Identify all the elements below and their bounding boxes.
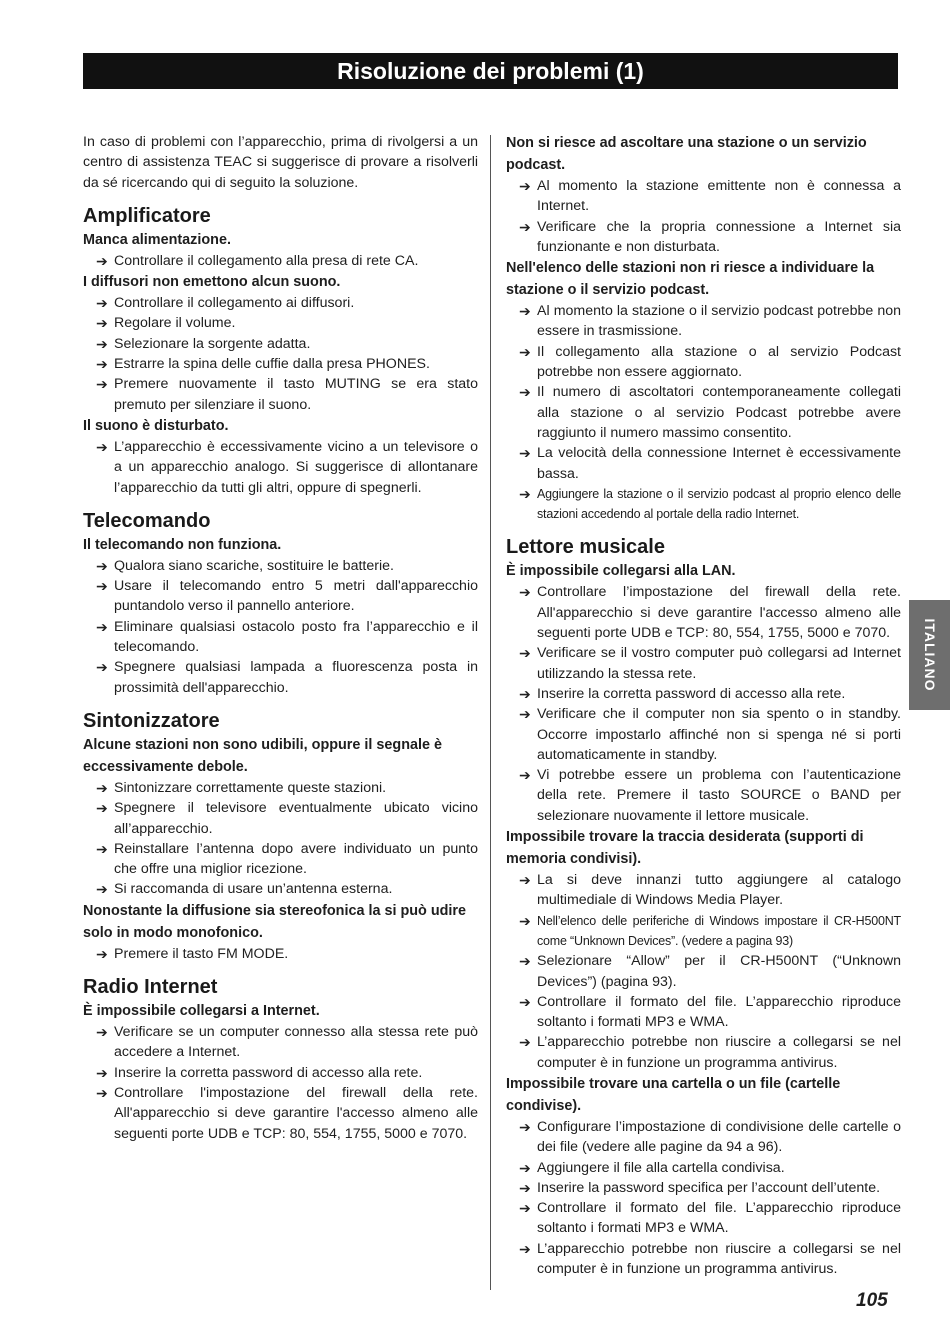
arrow-right-icon: ➔ — [519, 343, 531, 360]
solution-text: Qualora siano scariche, sostituire le batterie. — [114, 557, 394, 574]
solution-list — [83, 944, 478, 964]
arrow-right-icon: ➔ — [519, 645, 531, 662]
arrow-right-icon: ➔ — [519, 1159, 531, 1176]
solution-text: Controllare l’impostazione del firewall della rete. All'apparecchio si deve garantire l'accesso almeno alle seguenti porte UDB e TCP: 80, 554, 1755, 5000 e 7070. — [537, 584, 901, 642]
solution-item — [506, 1178, 901, 1198]
right-sections — [506, 534, 901, 1279]
solution-list — [83, 556, 478, 698]
arrow-right-icon: ➔ — [519, 767, 531, 784]
solution-list — [83, 251, 478, 271]
section — [83, 203, 478, 498]
solution-text: Inserire la corretta password di accesso alla rete. — [537, 685, 846, 702]
solution-item — [83, 576, 478, 617]
solution-text: Vi potrebbe essere un problema con l’autenticazione della rete. Premere il tasto SOURCE o BAND per selezionare nuovamente il lettore musicale. — [537, 767, 901, 824]
solution-item — [83, 839, 478, 880]
section-title: Sintonizzatore — [83, 709, 220, 732]
arrow-right-icon: ➔ — [519, 178, 531, 194]
arrow-right-icon: ➔ — [519, 1118, 531, 1135]
arrow-right-icon: ➔ — [96, 1024, 108, 1041]
solution-item — [506, 1032, 901, 1073]
solution-text: L’apparecchio è eccessivamente vicino a un televisore o a un apparecchio analogo. Si suggerisce di allontanare l’apparecchio da tutti gli altri, oppure di spegnerli. — [114, 438, 478, 496]
problem-heading: È impossibile collegarsi alla LAN. — [506, 563, 736, 580]
solution-item — [83, 879, 478, 899]
solution-item — [506, 1117, 901, 1158]
solution-list — [83, 778, 478, 900]
solution-item — [506, 765, 901, 826]
column-divider — [490, 135, 491, 1290]
solution-item — [83, 1083, 478, 1144]
solution-item — [83, 1022, 478, 1063]
solution-item — [83, 1063, 478, 1083]
solution-text: Controllare il collegamento ai diffusori. — [114, 295, 355, 312]
arrow-right-icon: ➔ — [96, 800, 108, 817]
arrow-right-icon: ➔ — [96, 840, 108, 857]
solution-item — [506, 951, 901, 992]
solution-text: Inserire la corretta password di accesso alla rete. — [114, 1064, 423, 1081]
solution-item — [83, 251, 478, 271]
problem-heading: I diffusori non emettono alcun suono. — [83, 274, 341, 291]
left-sections — [83, 203, 478, 1144]
solution-item — [83, 657, 478, 698]
arrow-right-icon: ➔ — [519, 685, 531, 702]
arrow-right-icon: ➔ — [519, 218, 531, 235]
section — [83, 708, 478, 964]
solution-item — [506, 342, 901, 383]
arrow-right-icon: ➔ — [96, 659, 108, 676]
arrow-right-icon: ➔ — [96, 557, 108, 574]
solution-item — [506, 382, 901, 443]
solution-list — [83, 437, 478, 498]
solution-item — [83, 437, 478, 498]
section-title: Amplificatore — [83, 204, 211, 227]
solution-text: Spegnere qualsiasi lampada a fluorescenza posta in prossimità dell'apparecchio. — [114, 659, 478, 696]
section-title: Lettore musicale — [506, 536, 665, 559]
solution-text: Premere nuovamente il tasto MUTING se era stato premuto per silenziare il suono. — [114, 376, 478, 413]
arrow-right-icon: ➔ — [519, 584, 531, 601]
problem-heading: Impossibile trovare la traccia desiderata (supporti di memoria condivisi). — [506, 829, 864, 868]
solution-text: Configurare l’impostazione di condivisione delle cartelle o dei file (vedere alle pagine da 94 a 96). — [537, 1118, 901, 1156]
solution-text: Controllare il formato del file. L’apparecchio riproduce soltanto i formati MP3 e WMA. — [537, 1200, 901, 1237]
solution-text: Usare il telecomando entro 5 metri dall'apparecchio puntandolo verso il pannello anteriore. — [114, 578, 478, 615]
solution-text: Premere il tasto FM MODE. — [114, 945, 289, 962]
solution-text: Spegnere il televisore eventualmente ubicato vicino all’apparecchio. — [114, 800, 478, 837]
solution-list — [83, 293, 478, 415]
solution-item — [83, 778, 478, 798]
solution-text: Il numero di ascoltatori contemporaneamente collegati alla stazione o al servizio Podcast potrebbe avere raggiunto il numero massimo consentito. — [537, 384, 901, 441]
left-column — [83, 132, 478, 1144]
solution-item — [506, 1198, 901, 1239]
solution-text: Al momento la stazione emittente non è connessa a Internet. — [537, 178, 901, 215]
arrow-right-icon: ➔ — [96, 578, 108, 595]
solution-list — [506, 1117, 901, 1279]
arrow-right-icon: ➔ — [96, 779, 108, 796]
right-lead-problems — [506, 132, 901, 524]
solution-text: Sintonizzare correttamente queste stazioni. — [114, 779, 387, 796]
solution-text: Reinstallare l’antenna dopo avere individuato un punto che offre una miglior ricezione. — [114, 840, 478, 878]
arrow-right-icon: ➔ — [96, 1084, 108, 1101]
solution-text: Controllare il formato del file. L’apparecchio riproduce soltanto i formati MP3 e WMA. — [537, 993, 901, 1031]
section — [506, 534, 901, 1279]
solution-item — [83, 374, 478, 415]
solution-text: Verificare che il computer non sia spento o in standby. Occorre impostarlo affinché non si spenga né si porti automaticamente in standby. — [537, 706, 901, 763]
solution-item — [506, 684, 901, 704]
solution-text: Il collegamento alla stazione o al servizio Podcast potrebbe non essere aggiornato. — [537, 343, 901, 381]
solution-item — [506, 643, 901, 684]
arrow-right-icon: ➔ — [519, 303, 531, 320]
arrow-right-icon: ➔ — [519, 485, 531, 502]
solution-item — [506, 582, 901, 643]
arrow-right-icon: ➔ — [519, 993, 531, 1010]
solution-item — [83, 334, 478, 354]
language-side-tab — [909, 600, 950, 710]
arrow-right-icon: ➔ — [96, 356, 108, 373]
arrow-right-icon: ➔ — [96, 618, 108, 635]
section-title: Radio Internet — [83, 976, 218, 999]
page-title-bar — [83, 53, 898, 89]
arrow-right-icon: ➔ — [96, 315, 108, 332]
solution-item — [506, 1239, 901, 1280]
problem-heading: Non si riesce ad ascoltare una stazione o un servizio podcast. — [506, 135, 867, 173]
intro-paragraph: In caso di problemi con l’apparecchio, prima di rivolgersi a un centro di assistenza TEAC si suggerisce di provare a risolverli da sé ricercando qui di seguito la soluzione. — [83, 134, 478, 191]
solution-item — [506, 704, 901, 765]
solution-item — [506, 301, 901, 342]
solution-item — [83, 293, 478, 313]
section — [83, 508, 478, 698]
arrow-right-icon: ➔ — [519, 706, 531, 723]
solution-item — [506, 176, 901, 217]
problem-heading: Manca alimentazione. — [83, 231, 231, 248]
solution-text: Verificare se il vostro computer può collegarsi ad Internet utilizzando la stessa rete. — [537, 645, 901, 682]
solution-text: Controllare l'impostazione del firewall della rete. All'apparecchio si deve garantire l'accesso almeno alle seguenti porte UDB e TCP: 80, 554, 1755, 5000 e 7070. — [114, 1084, 478, 1142]
arrow-right-icon: ➔ — [96, 335, 108, 352]
arrow-right-icon: ➔ — [519, 1240, 531, 1257]
right-column — [506, 132, 901, 1279]
solution-item — [506, 992, 901, 1033]
solution-text: Inserire la password specifica per l’account dell’utente. — [537, 1179, 881, 1196]
arrow-right-icon: ➔ — [96, 438, 108, 455]
section-title: Telecomando — [83, 509, 211, 532]
problem-heading: Alcune stazioni non sono udibili, oppure il segnale è eccessivamente debole. — [83, 736, 443, 775]
page-title: Risoluzione dei problemi (1) — [337, 58, 644, 84]
solution-list — [506, 870, 901, 1073]
arrow-right-icon: ➔ — [519, 445, 531, 462]
arrow-right-icon: ➔ — [96, 1064, 108, 1081]
problem-heading: Il suono è disturbato. — [83, 417, 229, 434]
arrow-right-icon: ➔ — [519, 953, 531, 970]
solution-text: L’apparecchio potrebbe non riuscire a collegarsi se nel computer è in funzione un programma antivirus. — [537, 1240, 901, 1278]
solution-text: Al momento la stazione o il servizio podcast potrebbe non essere in trasmissione. — [537, 303, 901, 340]
solution-text: Verificare che la propria connessione a Internet sia funzionante e non disturbata. — [537, 218, 901, 255]
solution-item — [83, 556, 478, 576]
solution-text: Aggiungere il file alla cartella condivisa. — [537, 1159, 785, 1176]
solution-list — [83, 1022, 478, 1144]
arrow-right-icon: ➔ — [96, 945, 108, 962]
problem-heading: È impossibile collegarsi a Internet. — [83, 1003, 320, 1020]
solution-item — [83, 617, 478, 658]
solution-text: Selezionare “Allow” per il CR-H500NT (“Unknown Devices”) (pagina 93). — [537, 953, 901, 990]
problem-heading: Il telecomando non funziona. — [83, 536, 282, 553]
solution-text: Aggiungere la stazione o il servizio podcast al proprio elenco delle stazioni accedendo al portale della radio Internet. — [537, 486, 901, 522]
solution-item — [506, 870, 901, 911]
language-label: ITALIANO — [921, 618, 938, 692]
problem-heading: Nonostante la diffusione sia stereofonica la si può udire solo in modo monofonico. — [83, 902, 467, 941]
arrow-right-icon: ➔ — [96, 376, 108, 393]
arrow-right-icon: ➔ — [519, 1179, 531, 1196]
solution-text: Regolare il volume. — [114, 315, 236, 332]
solution-item — [83, 354, 478, 374]
solution-text: Selezionare la sorgente adatta. — [114, 335, 311, 352]
solution-list — [506, 176, 901, 257]
solution-text: Eliminare qualsiasi ostacolo posto fra l’apparecchio e il telecomando. — [114, 618, 478, 656]
problem-heading: Nell'elenco delle stazioni non ri riesce a individuare la stazione o il servizio podcast. — [506, 260, 875, 299]
solution-text: L’apparecchio potrebbe non riuscire a collegarsi se nel computer è in funzione un programma antivirus. — [537, 1034, 901, 1071]
arrow-right-icon: ➔ — [519, 1034, 531, 1051]
solution-item — [506, 443, 901, 484]
solution-item — [506, 217, 901, 258]
section — [83, 974, 478, 1144]
solution-list — [506, 582, 901, 826]
solution-text: Nell’elenco delle periferiche di Windows impostare il CR-H500NT come “Unknown Devices”. (vedere a pagina 93) — [537, 913, 901, 948]
solution-text: La velocità della connessione Internet è eccessivamente bassa. — [537, 445, 901, 482]
arrow-right-icon: ➔ — [96, 881, 108, 898]
arrow-right-icon: ➔ — [519, 872, 531, 889]
solution-item — [506, 484, 901, 525]
solution-text: La si deve innanzi tutto aggiungere al catalogo multimediale di Windows Media Player. — [537, 872, 901, 909]
arrow-right-icon: ➔ — [96, 252, 108, 269]
page-number: 105 — [856, 1290, 888, 1311]
problem-heading: Impossibile trovare una cartella o un file (cartelle condivise). — [506, 1075, 841, 1114]
arrow-right-icon: ➔ — [519, 1200, 531, 1217]
arrow-right-icon: ➔ — [519, 912, 531, 929]
solution-text: Si raccomanda di usare un’antenna esterna. — [114, 881, 393, 898]
solution-list — [506, 301, 901, 524]
arrow-right-icon: ➔ — [519, 384, 531, 401]
solution-text: Controllare il collegamento alla presa di rete CA. — [114, 252, 419, 269]
solution-item — [83, 313, 478, 333]
solution-text: Verificare se un computer connesso alla stessa rete può accedere a Internet. — [114, 1024, 478, 1061]
solution-item — [506, 1158, 901, 1178]
solution-item — [83, 798, 478, 839]
solution-text: Estrarre la spina delle cuffie dalla presa PHONES. — [114, 356, 430, 373]
solution-item — [83, 944, 478, 964]
arrow-right-icon: ➔ — [96, 295, 108, 312]
solution-item — [506, 911, 901, 952]
